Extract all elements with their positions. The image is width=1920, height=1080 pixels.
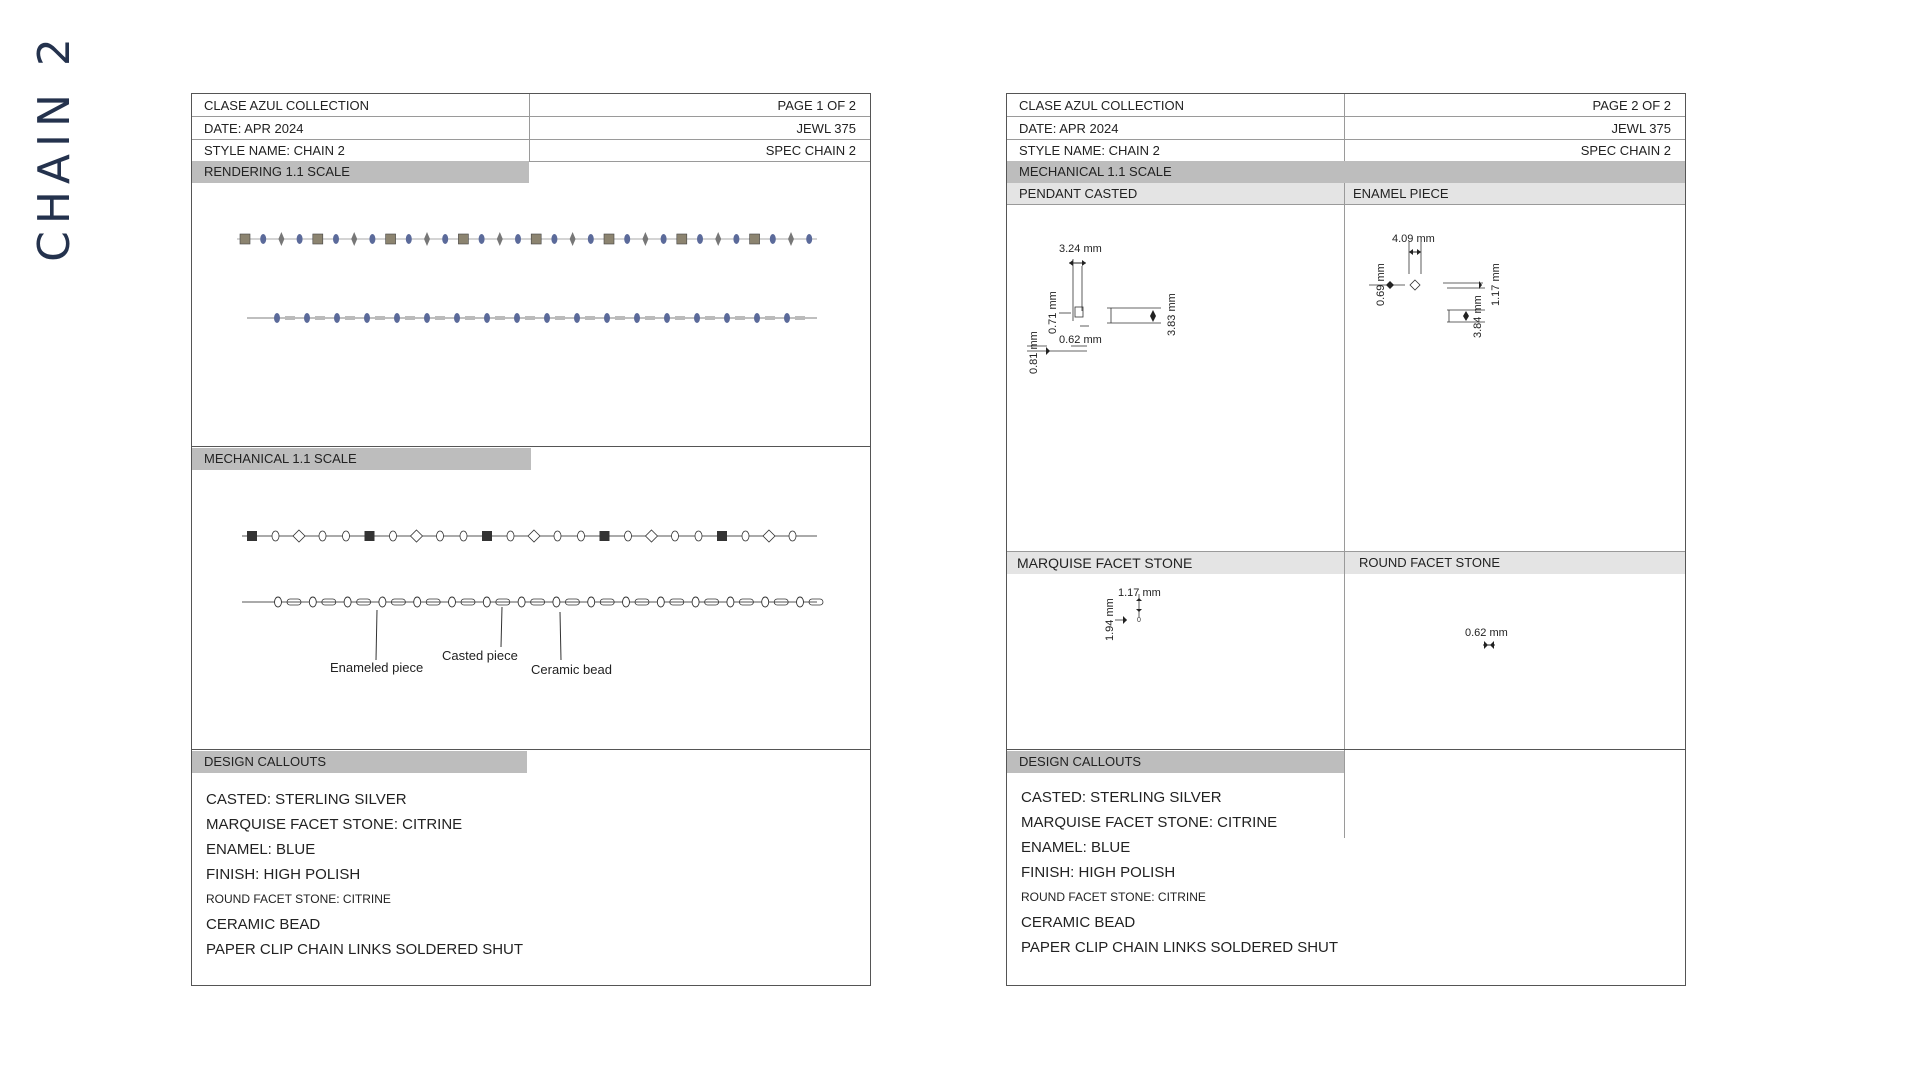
dim-enamel-link: 1.17 mm — [1490, 263, 1502, 306]
callout-item: ENAMEL: BLUE — [1021, 839, 1131, 856]
spec-code: SPEC CHAIN 2 — [1580, 143, 1671, 158]
dim-marquise-length: 1.94 mm — [1104, 598, 1116, 641]
callout-item: ROUND FACET STONE: CITRINE — [1021, 890, 1206, 904]
section-mechanical: MECHANICAL 1.1 SCALE — [1007, 161, 1685, 183]
callout-item: FINISH: HIGH POLISH — [1021, 864, 1176, 881]
callout-item: ENAMEL: BLUE — [206, 841, 316, 858]
jewl-code: JEWL 375 — [796, 121, 856, 136]
callout-item: CERAMIC BEAD — [206, 916, 321, 933]
spec-sheet-page-1 — [191, 93, 871, 986]
page-title-text: CHAIN 2 — [28, 30, 80, 262]
label-enameled-piece: Enameled piece — [330, 660, 424, 675]
label-ceramic-bead: Ceramic bead — [531, 662, 612, 677]
section-pendant-casted: PENDANT CASTED — [1007, 183, 1344, 205]
section-marquise-facet-stone: MARQUISE FACET STONE — [1007, 552, 1344, 574]
marquise-drawing — [1007, 94, 1347, 654]
date: DATE: APR 2024 — [204, 121, 304, 136]
spec-code: SPEC CHAIN 2 — [765, 143, 856, 158]
section-mechanical: MECHANICAL 1.1 SCALE — [192, 448, 531, 470]
dim-enamel-ring: 0.69 mm — [1375, 263, 1387, 306]
jewl-code: JEWL 375 — [1611, 121, 1671, 136]
style-name: STYLE NAME: CHAIN 2 — [1019, 143, 1160, 158]
page-number: PAGE 2 OF 2 — [1592, 98, 1671, 113]
dim-enamel-length: 3.84 mm — [1472, 295, 1484, 338]
dim-pendant-length: 3.83 mm — [1166, 293, 1178, 336]
section-divider — [1007, 749, 1685, 750]
collection-name: CLASE AZUL COLLECTION — [1019, 98, 1184, 113]
section-design-callouts: DESIGN CALLOUTS — [192, 751, 527, 773]
design-callouts-list — [206, 787, 523, 962]
dim-pendant-width: 3.24 mm — [1059, 243, 1102, 255]
page-title — [28, 30, 80, 262]
collection-name: CLASE AZUL COLLECTION — [204, 98, 369, 113]
dim-enamel-width: 4.09 mm — [1392, 233, 1435, 245]
callout-item: MARQUISE FACET STONE: CITRINE — [1021, 814, 1278, 831]
dim-round-stone: 0.62 mm — [1465, 627, 1508, 639]
section-design-callouts: DESIGN CALLOUTS — [1007, 751, 1344, 773]
style-name: STYLE NAME: CHAIN 2 — [204, 143, 345, 158]
section-rendering: RENDERING 1.1 SCALE — [192, 161, 529, 183]
callout-item: PAPER CLIP CHAIN LINKS SOLDERED SHUT — [1021, 939, 1339, 956]
callout-item: PAPER CLIP CHAIN LINKS SOLDERED SHUT — [206, 941, 524, 958]
dim-pendant-link: 0.62 mm — [1059, 334, 1102, 346]
spec-sheet-page-2 — [1006, 93, 1686, 986]
section-enamel-piece: ENAMEL PIECE — [1345, 183, 1685, 205]
design-callouts-list — [1021, 785, 1338, 960]
svg-text:0: 0 — [1137, 617, 1141, 624]
section-round-facet-stone: ROUND FACET STONE — [1345, 552, 1685, 574]
callout-item: CASTED: STERLING SILVER — [1021, 789, 1222, 806]
callout-item: CASTED: STERLING SILVER — [206, 791, 407, 808]
date: DATE: APR 2024 — [1019, 121, 1119, 136]
page-number: PAGE 1 OF 2 — [777, 98, 856, 113]
dim-pendant-height: 0.71 mm — [1047, 291, 1059, 334]
callout-item: MARQUISE FACET STONE: CITRINE — [206, 816, 463, 833]
callout-item: CERAMIC BEAD — [1021, 914, 1136, 931]
callout-item: ROUND FACET STONE: CITRINE — [206, 892, 391, 906]
callout-item: FINISH: HIGH POLISH — [206, 866, 361, 883]
round-stone-drawing — [1345, 94, 1685, 654]
dim-pendant-jump-ring: 0.81 mm — [1028, 331, 1040, 374]
label-casted-piece: Casted piece — [442, 648, 518, 663]
section-divider — [192, 749, 870, 750]
dim-marquise-width: 1.17 mm — [1118, 587, 1161, 599]
